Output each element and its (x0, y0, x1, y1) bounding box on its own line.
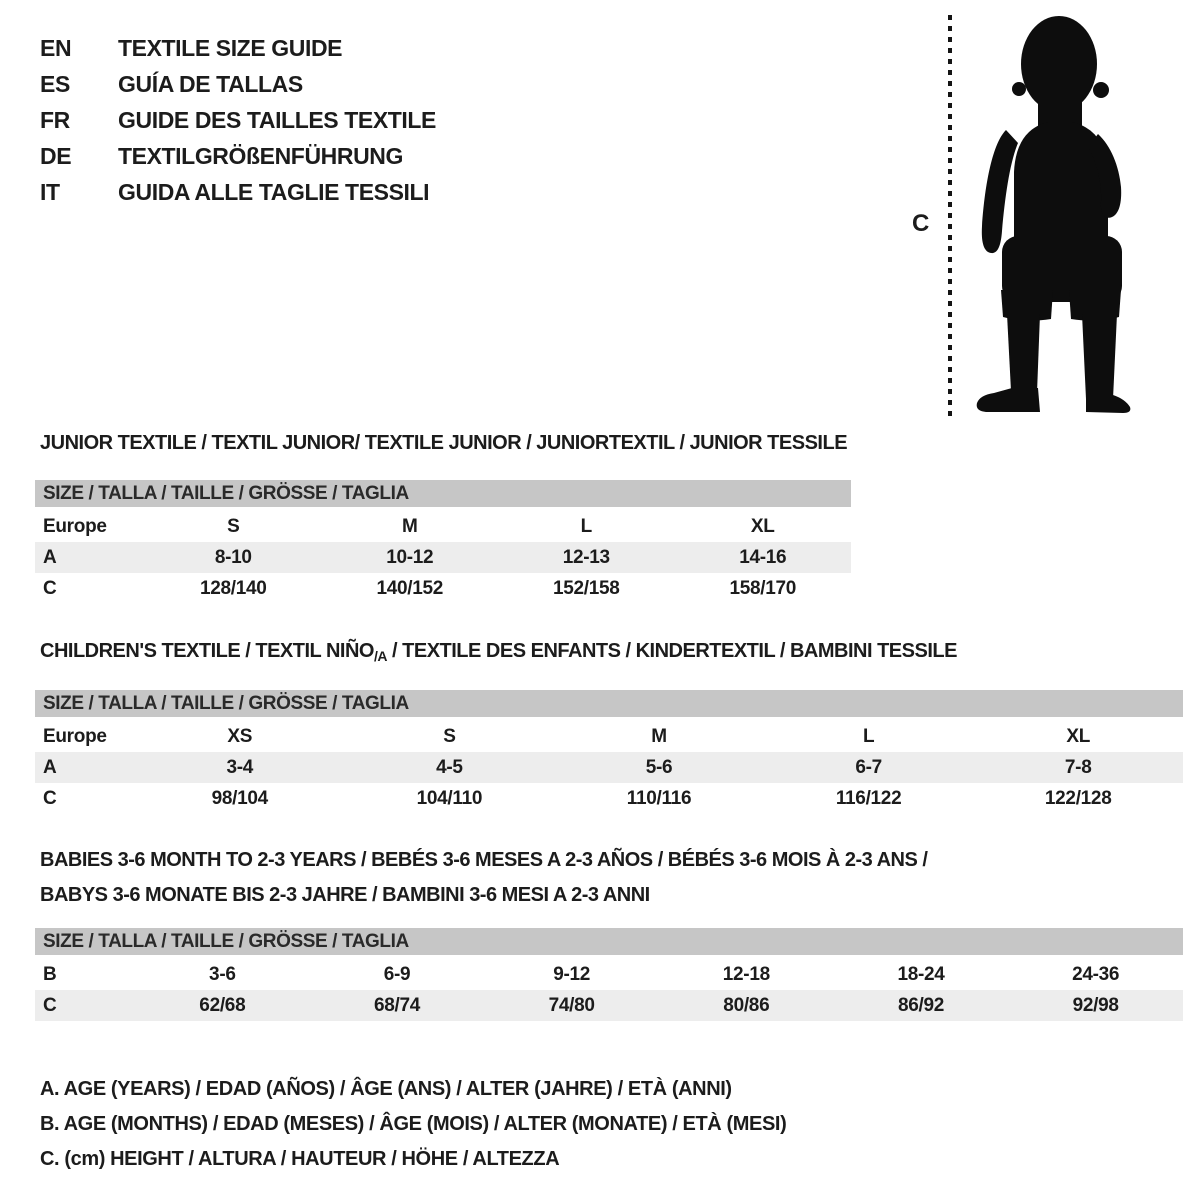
language-code: EN (40, 34, 72, 61)
size-cell: S (443, 725, 456, 747)
age-cell: 10-12 (386, 546, 434, 568)
months-cell: 12-18 (722, 963, 770, 985)
table-row (35, 959, 1183, 990)
age-cell: 4-5 (436, 756, 463, 778)
language-title: GUIDE DES TAILLES TEXTILE (118, 106, 436, 133)
table-row (35, 990, 1183, 1021)
months-cell: 3-6 (209, 963, 236, 985)
age-cell: 8-10 (214, 546, 252, 568)
language-code: IT (40, 178, 60, 205)
height-cell: 116/122 (835, 787, 902, 809)
height-measure-label: C (912, 210, 930, 237)
height-cell: 92/98 (1072, 994, 1119, 1016)
toddler-silhouette-image (960, 0, 1160, 420)
legend-line-c: C. (cm) HEIGHT / ALTURA / HAUTEUR / HÖHE / ALTEZZA (40, 1148, 560, 1170)
height-cell: 128/140 (199, 577, 267, 599)
children-section-title (40, 640, 957, 664)
height-cell: 104/110 (416, 787, 483, 809)
legend-line-a: A. AGE (YEARS) / EDAD (AÑOS) / ÂGE (ANS) / ALTER (JAHRE) / ETÀ (ANNI) (40, 1078, 732, 1100)
table-row (35, 721, 1183, 752)
legend (40, 1072, 786, 1177)
table-row (35, 511, 851, 542)
language-title: GUÍA DE TALLAS (118, 70, 303, 97)
age-cell: 5-6 (645, 756, 673, 778)
size-cell: S (227, 515, 240, 537)
table-row (35, 573, 851, 604)
height-cell: 80/86 (723, 994, 770, 1016)
language-row-fr (40, 102, 436, 138)
language-row-en (40, 30, 436, 66)
children-title-part: / TEXTILE DES ENFANTS / KINDERTEXTIL / BAMBINI TESSILE (386, 640, 957, 662)
months-cell: 24-36 (1072, 963, 1120, 985)
row-label: B (43, 963, 57, 985)
row-label: C (43, 577, 57, 599)
babies-title-line-2: BABYS 3-6 MONATE BIS 2-3 JAHRE / BAMBINI 3-6 MESI A 2-3 ANNI (40, 884, 650, 906)
language-code: DE (40, 142, 72, 169)
junior-section-title: JUNIOR TEXTILE / TEXTIL JUNIOR/ TEXTILE JUNIOR / JUNIORTEXTIL / JUNIOR TESSILE (40, 432, 848, 454)
language-code: ES (40, 70, 70, 97)
height-cell: 68/74 (373, 994, 421, 1016)
table-row (35, 752, 1183, 783)
height-dashed-line (948, 15, 952, 417)
language-list (40, 30, 436, 210)
children-table-size-header: SIZE / TALLA / TAILLE / GRÖSSE / TAGLIA (35, 690, 1183, 717)
language-title: GUIDA ALLE TAGLIE TESSILI (118, 178, 430, 205)
size-cell: XL (750, 515, 775, 537)
language-title: TEXTILE SIZE GUIDE (118, 34, 343, 61)
size-cell: XL (1066, 725, 1091, 747)
babies-size-table (35, 928, 1183, 1021)
size-cell: L (580, 515, 592, 537)
junior-table-size-header: SIZE / TALLA / TAILLE / GRÖSSE / TAGLIA (35, 480, 851, 507)
table-row (35, 542, 851, 573)
babies-section-title (40, 843, 927, 913)
language-row-es (40, 66, 436, 102)
row-label: Europe (43, 515, 107, 537)
size-cell: XS (227, 725, 253, 747)
age-cell: 3-4 (226, 756, 254, 778)
age-cell: 12-13 (562, 546, 610, 568)
language-code: FR (40, 106, 70, 133)
row-label: A (43, 756, 57, 778)
babies-title-line-1: BABIES 3-6 MONTH TO 2-3 YEARS / BEBÉS 3-6 MESES A 2-3 AÑOS / BÉBÉS 3-6 MOIS À 2-3 ANS / (40, 849, 928, 871)
language-row-it (40, 174, 436, 210)
height-cell: 152/158 (552, 577, 620, 599)
months-cell: 9-12 (553, 963, 591, 985)
height-cell: 110/116 (626, 787, 692, 809)
row-label: A (43, 546, 57, 568)
height-cell: 86/92 (897, 994, 945, 1016)
height-cell: 140/152 (376, 577, 444, 599)
row-label: Europe (43, 725, 107, 747)
months-cell: 18-24 (897, 963, 945, 985)
babies-table-size-header: SIZE / TALLA / TAILLE / GRÖSSE / TAGLIA (35, 928, 1183, 955)
children-title-part: CHILDREN'S TEXTILE / TEXTIL NIÑO (40, 640, 374, 662)
children-size-table (35, 690, 1183, 814)
height-cell: 74/80 (548, 994, 595, 1016)
age-cell: 7-8 (1064, 756, 1092, 778)
size-cell: L (862, 725, 875, 747)
size-cell: M (401, 515, 418, 537)
height-cell: 158/170 (729, 577, 797, 599)
height-cell: 122/128 (1044, 787, 1112, 809)
table-row (35, 783, 1183, 814)
legend-line-b: B. AGE (MONTHS) / EDAD (MESES) / ÂGE (MOIS) / ALTER (MONATE) / ETÀ (MESI) (40, 1113, 787, 1135)
months-cell: 6-9 (383, 963, 411, 985)
height-cell: 62/68 (199, 994, 246, 1016)
size-cell: M (651, 725, 667, 747)
toddler-silhouette-shape (977, 16, 1131, 413)
age-cell: 6-7 (855, 756, 882, 778)
language-title: TEXTILGRÖßENFÜHRUNG (118, 142, 403, 169)
row-label: C (43, 994, 57, 1016)
language-row-de (40, 138, 436, 174)
row-label: C (43, 787, 57, 809)
height-cell: 98/104 (211, 787, 268, 809)
children-title-subscript: /A (373, 648, 387, 664)
age-cell: 14-16 (739, 546, 787, 568)
junior-size-table (35, 480, 851, 604)
